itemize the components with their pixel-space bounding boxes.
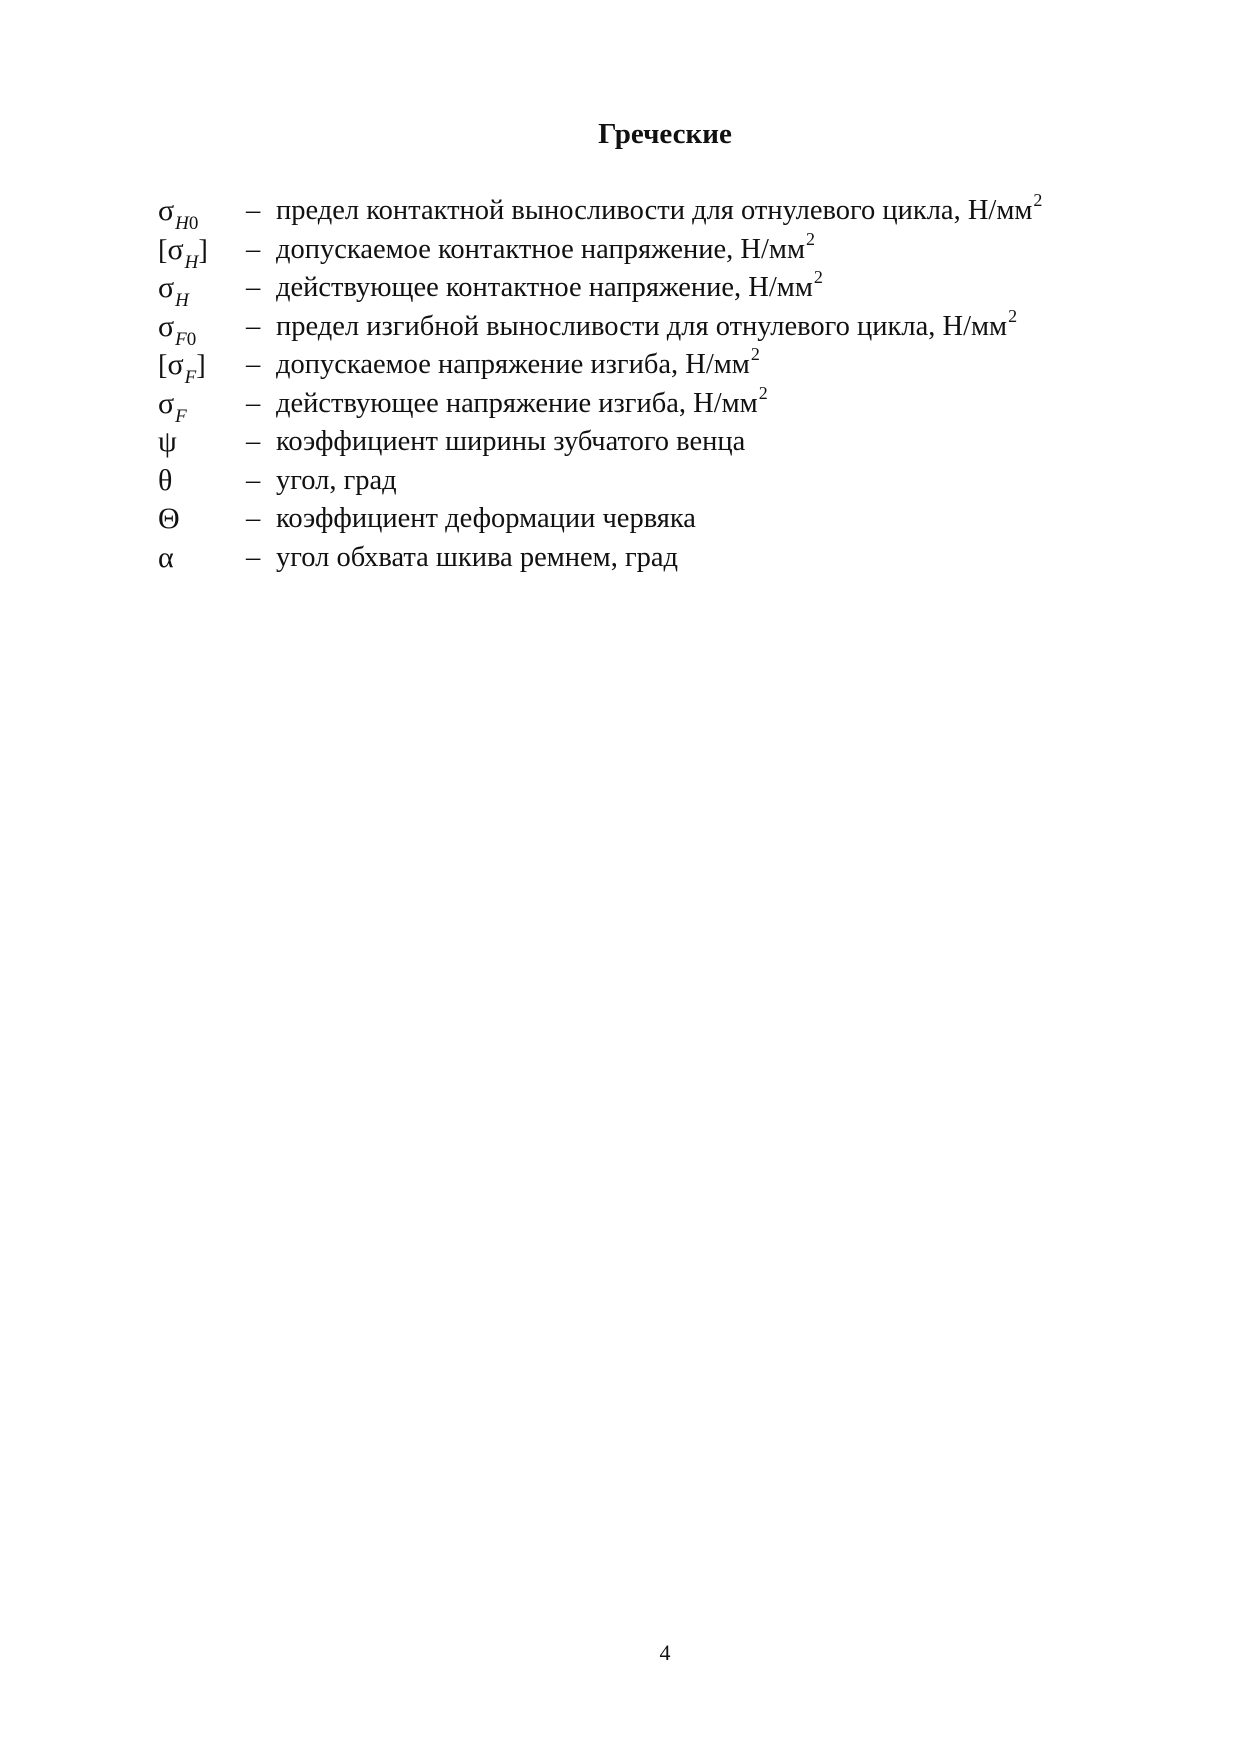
symbol: $\sigma_{F0}$ xyxy=(158,309,197,350)
glossary-row-capital-theta xyxy=(158,500,1198,539)
symbol: θ xyxy=(158,463,173,497)
definition: допускаемое напряжение изгиба, $Н/мм^2$ xyxy=(276,344,760,380)
definition: предел контактной выносливости для отнулевого цикла, $Н/мм^2$ xyxy=(276,190,1043,226)
definition: предел изгибной выносливости для отнулевого цикла, $Н/мм^2$ xyxy=(276,305,1018,342)
definition: угол, град xyxy=(276,464,397,496)
dash: – xyxy=(246,310,261,342)
glossary-row-sigma-f xyxy=(158,382,1198,427)
symbol: $\sigma_{H0}$ xyxy=(158,194,199,234)
glossary-row-psi xyxy=(158,423,1198,462)
dash: – xyxy=(246,426,261,457)
definition: коэффициент деформации червяка xyxy=(276,503,696,534)
dash: – xyxy=(246,349,261,380)
dash: – xyxy=(246,387,261,419)
glossary-row-sigma-h0 xyxy=(158,190,1198,234)
definition: действующее контактное напряжение, $Н/мм^2$ xyxy=(276,267,823,303)
dash: – xyxy=(246,272,261,303)
dash: – xyxy=(246,541,261,573)
page-number: 4 xyxy=(659,1640,671,1665)
definition: коэффициент ширины зубчатого венца xyxy=(276,426,746,457)
symbol-glossary xyxy=(158,192,1198,577)
glossary-row-sigma-f-allowable xyxy=(158,344,1198,388)
symbol: $\sigma_H$ xyxy=(158,271,189,311)
glossary-row-sigma-h-allowable xyxy=(158,228,1198,273)
dash: – xyxy=(246,233,261,265)
glossary-row-theta xyxy=(158,462,1198,501)
glossary-row-alpha xyxy=(158,539,1198,578)
definition: допускаемое контактное напряжение, $Н/мм^2$ xyxy=(276,228,816,265)
definition: действующее напряжение изгиба, $Н/мм^2$ xyxy=(276,382,768,419)
symbol: α xyxy=(158,540,174,574)
dash: – xyxy=(246,195,261,226)
symbol: ψ xyxy=(158,425,177,458)
symbol: $[\sigma_F]$ xyxy=(158,348,206,388)
definition: угол обхвата шкива ремнем, град xyxy=(276,541,679,573)
section-heading: Греческие xyxy=(598,118,732,150)
symbol: Θ xyxy=(158,502,180,535)
dash: – xyxy=(246,503,261,534)
dash: – xyxy=(246,464,261,496)
glossary-row-sigma-h xyxy=(158,267,1198,311)
glossary-row-sigma-f0 xyxy=(158,305,1198,350)
symbol: $\sigma_F$ xyxy=(158,386,187,427)
symbol: $[\sigma_H]$ xyxy=(158,232,208,273)
